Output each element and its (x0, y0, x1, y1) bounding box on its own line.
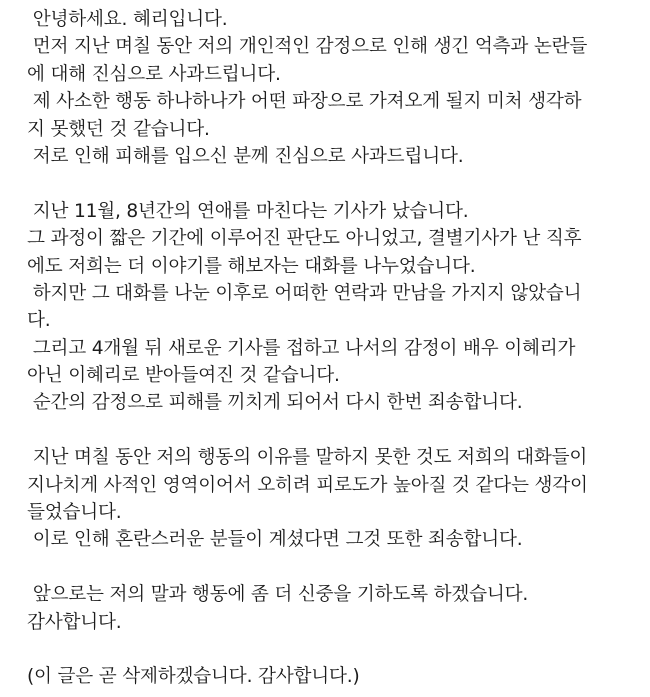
text-line: 그 과정이 짧은 기간에 이루어진 판단도 아니었고, 결별기사가 난 직후 (27, 228, 582, 250)
text-line: 그리고 4개월 뒤 새로운 기사를 접하고 나서의 감정이 배우 이혜리가 (27, 337, 576, 359)
text-line: 다. (27, 310, 51, 332)
text-line: 들었습니다. (27, 502, 122, 524)
text-line: 하지만 그 대화를 나눈 이후로 어떠한 연락과 만남을 가지지 않았습니 (27, 282, 582, 304)
paragraph-gap (27, 417, 627, 444)
greeting-line: 안녕하세요. 혜리입니다. (27, 9, 228, 30)
text-line: 에도 저희는 더 이야기를 해보자는 대화를 나누었습니다. (27, 255, 476, 277)
footnote-line: (이 글은 곧 삭제하겠습니다. 감사합니다.) (27, 666, 360, 688)
text-line: 지 못했던 것 같습니다. (27, 118, 210, 140)
closing-line: 감사합니다. (27, 611, 122, 633)
text-line: 지나치게 사적인 영역이어서 오히려 피로도가 높아질 것 같다는 생각이 (27, 474, 588, 496)
text-line: 저로 인해 피해를 입으신 분께 진심으로 사과드립니다. (27, 145, 464, 167)
text-line: 아닌 이혜리로 받아들여진 것 같습니다. (27, 365, 340, 387)
text-line: 지난 11월, 8년간의 연애를 마친다는 기사가 났습니다. (27, 200, 469, 222)
text-line: 이로 인해 혼란스러운 분들이 계셨다면 그것 또한 죄송합니다. (27, 529, 523, 551)
text-line: 먼저 지난 며칠 동안 저의 개인적인 감정으로 인해 생긴 억측과 논란들 (27, 36, 588, 58)
text-line: 지난 며칠 동안 저의 행동의 이유를 말하지 못한 것도 저희의 대화들이 (27, 447, 588, 469)
text-line: 앞으로는 저의 말과 행동에 좀 더 신중을 기하도록 하겠습니다. (27, 584, 529, 606)
paragraph-gap (27, 170, 627, 197)
letter-body (27, 6, 627, 691)
text-line: 제 사소한 행동 하나하나가 어떤 파장으로 가져오게 될지 미처 생각하 (27, 91, 582, 113)
paragraph-gap (27, 636, 627, 663)
text-line: 에 대해 진심으로 사과드립니다. (27, 63, 281, 85)
text-line: 순간의 감정으로 피해를 끼치게 되어서 다시 한번 죄송합니다. (27, 392, 523, 414)
paragraph-gap (27, 554, 627, 581)
